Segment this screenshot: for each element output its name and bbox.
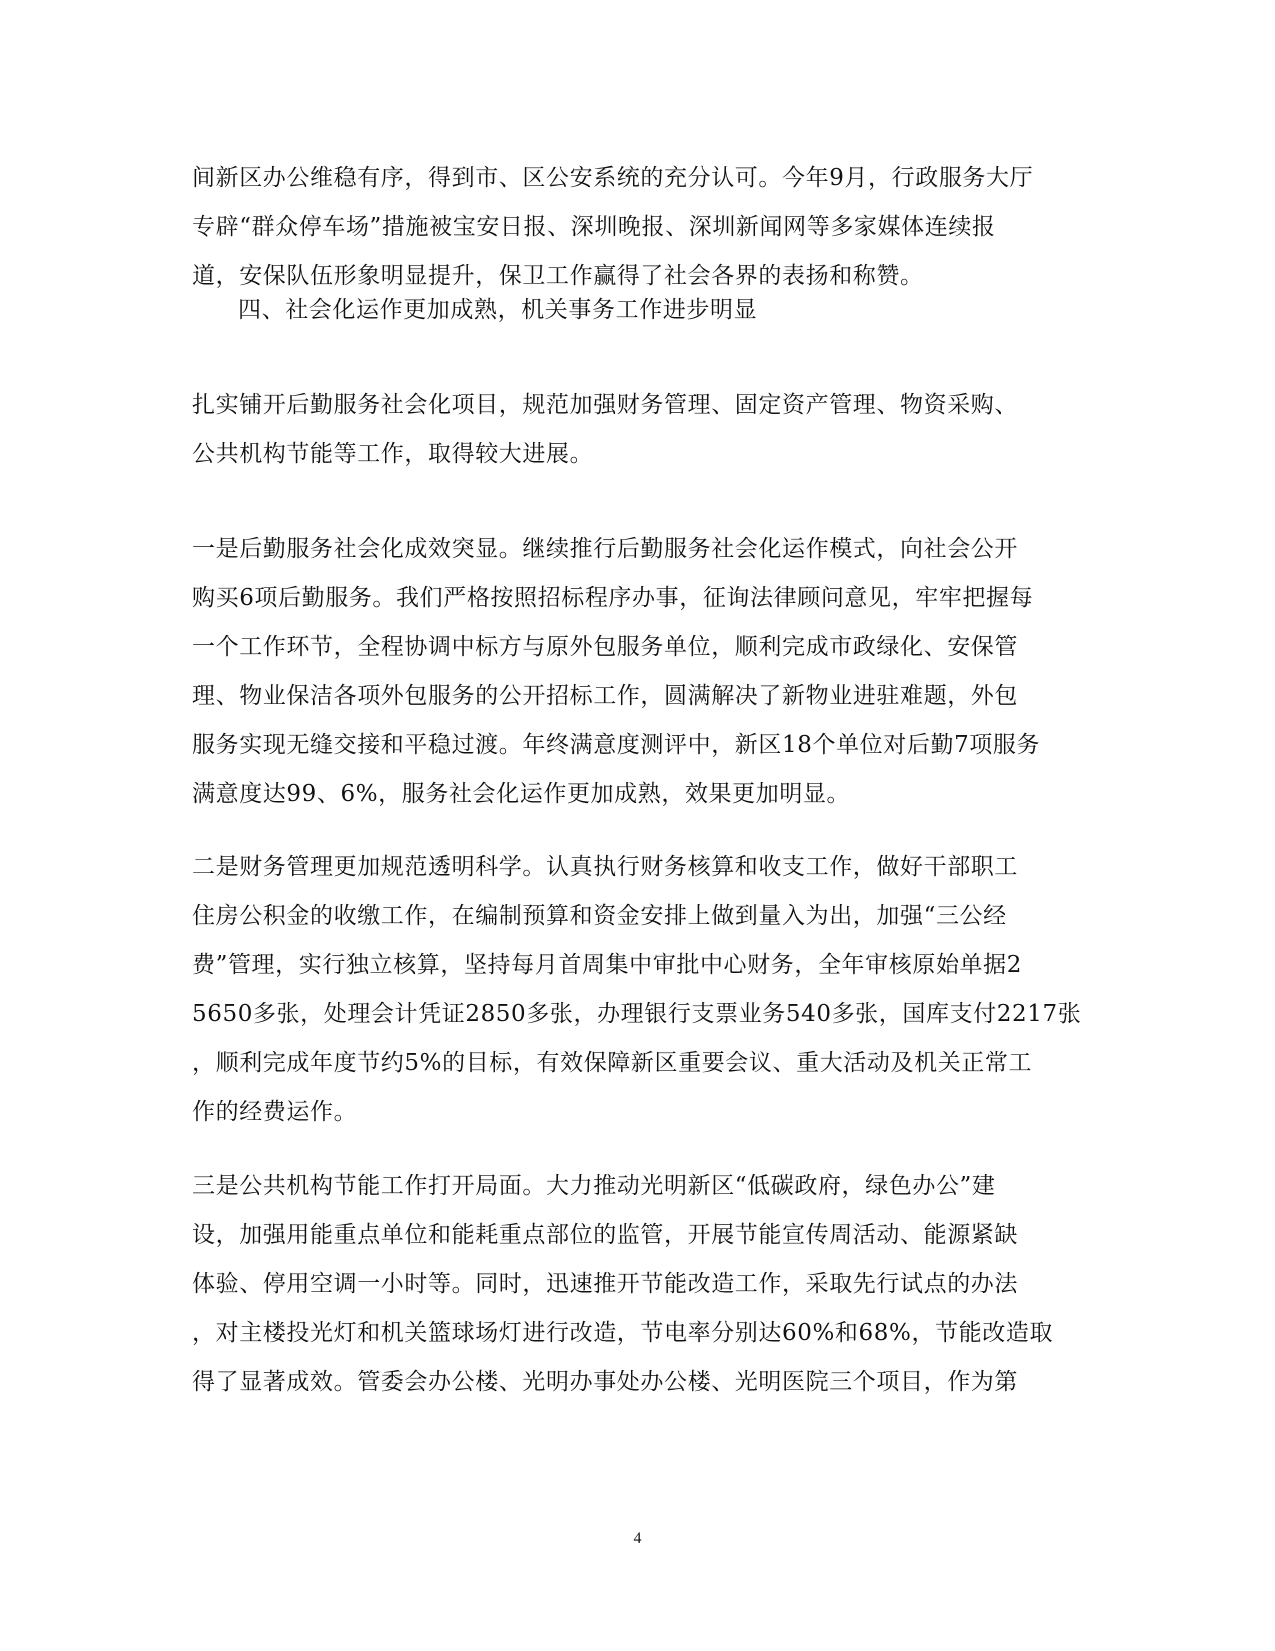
text-line: 5650多张，处理会计凭证2850多张，办理银行支票业务540多张，国库支付2217张 [192,1001,1082,1027]
text-line: 作的经费运作。 [192,1099,358,1125]
intro-paragraph [192,381,1082,479]
text-line: 二是财务管理更加规范透明科学。认真执行财务核算和收支工作，做好干部职工 [192,854,1018,880]
paragraph-finance [192,843,1082,1137]
page-number: 4 [633,1530,642,1547]
text-line: 道，安保队伍形象明显提升，保卫工作赢得了社会各界的表扬和称赞。 [192,263,924,289]
text-line: 专辟“群众停车场”措施被宝安日报、深圳晚报、深圳新闻网等多家媒体连续报 [192,214,996,240]
text-line: 一个工作环节，全程协调中标方与原外包服务单位，顺利完成市政绿化、安保管 [192,634,1018,660]
text-line: 设，加强用能重点单位和能耗重点部位的监管，开展节能宣传周活动、能源紧缺 [192,1222,1018,1248]
text-line: 住房公积金的收缴工作，在编制预算和资金安排上做到量入为出，加强“三公经 [192,903,1007,929]
paragraph-energy [192,1162,1082,1407]
text-line: 满意度达99、6%，服务社会化运作更加成熟，效果更加明显。 [192,781,851,807]
text-line: 扎实铺开后勤服务社会化项目，规范加强财务管理、固定资产管理、物资采购、 [192,392,1018,418]
text-line: 费”管理，实行独立核算，坚持每月首周集中审批中心财务，全年审核原始单据2 [192,952,1022,978]
text-line: 间新区办公维稳有序，得到市、区公安系统的充分认可。今年9月，行政服务大厅 [192,165,1034,191]
text-line: 三是公共机构节能工作打开局面。大力推动光明新区“低碳政府，绿色办公”建 [192,1173,996,1199]
text-line: ，顺利完成年度节约5%的目标，有效保障新区重要会议、重大活动及机关正常工 [192,1050,1033,1076]
text-line: 服务实现无缝交接和平稳过渡。年终满意度测评中，新区18个单位对后勤7项服务 [192,732,1041,758]
text-line: 体验、停用空调一小时等。同时，迅速推开节能改造工作，采取先行试点的办法 [192,1271,1018,1297]
paragraph-logistics [192,525,1082,819]
text-line: 理、物业保洁各项外包服务的公开招标工作，圆满解决了新物业进驻难题，外包 [192,683,1018,709]
section-heading [192,286,1082,335]
text-line: 购买6项后勤服务。我们严格按照招标程序办事，征询法律顾问意见，牢牢把握每 [192,585,1034,611]
text-line: ，对主楼投光灯和机关篮球场灯进行改造，节电率分别达60%和68%，节能改造取 [192,1320,1054,1346]
section-heading-text: 四、社会化运作更加成熟，机关事务工作进步明显 [238,297,758,323]
text-line: 一是后勤服务社会化成效突显。继续推行后勤服务社会化运作模式，向社会公开 [192,536,1018,562]
text-line: 得了显著成效。管委会办公楼、光明办事处办公楼、光明医院三个项目，作为第 [192,1369,1018,1395]
continuation-paragraph [192,154,1082,301]
text-line: 公共机构节能等工作，取得较大进展。 [192,441,594,467]
